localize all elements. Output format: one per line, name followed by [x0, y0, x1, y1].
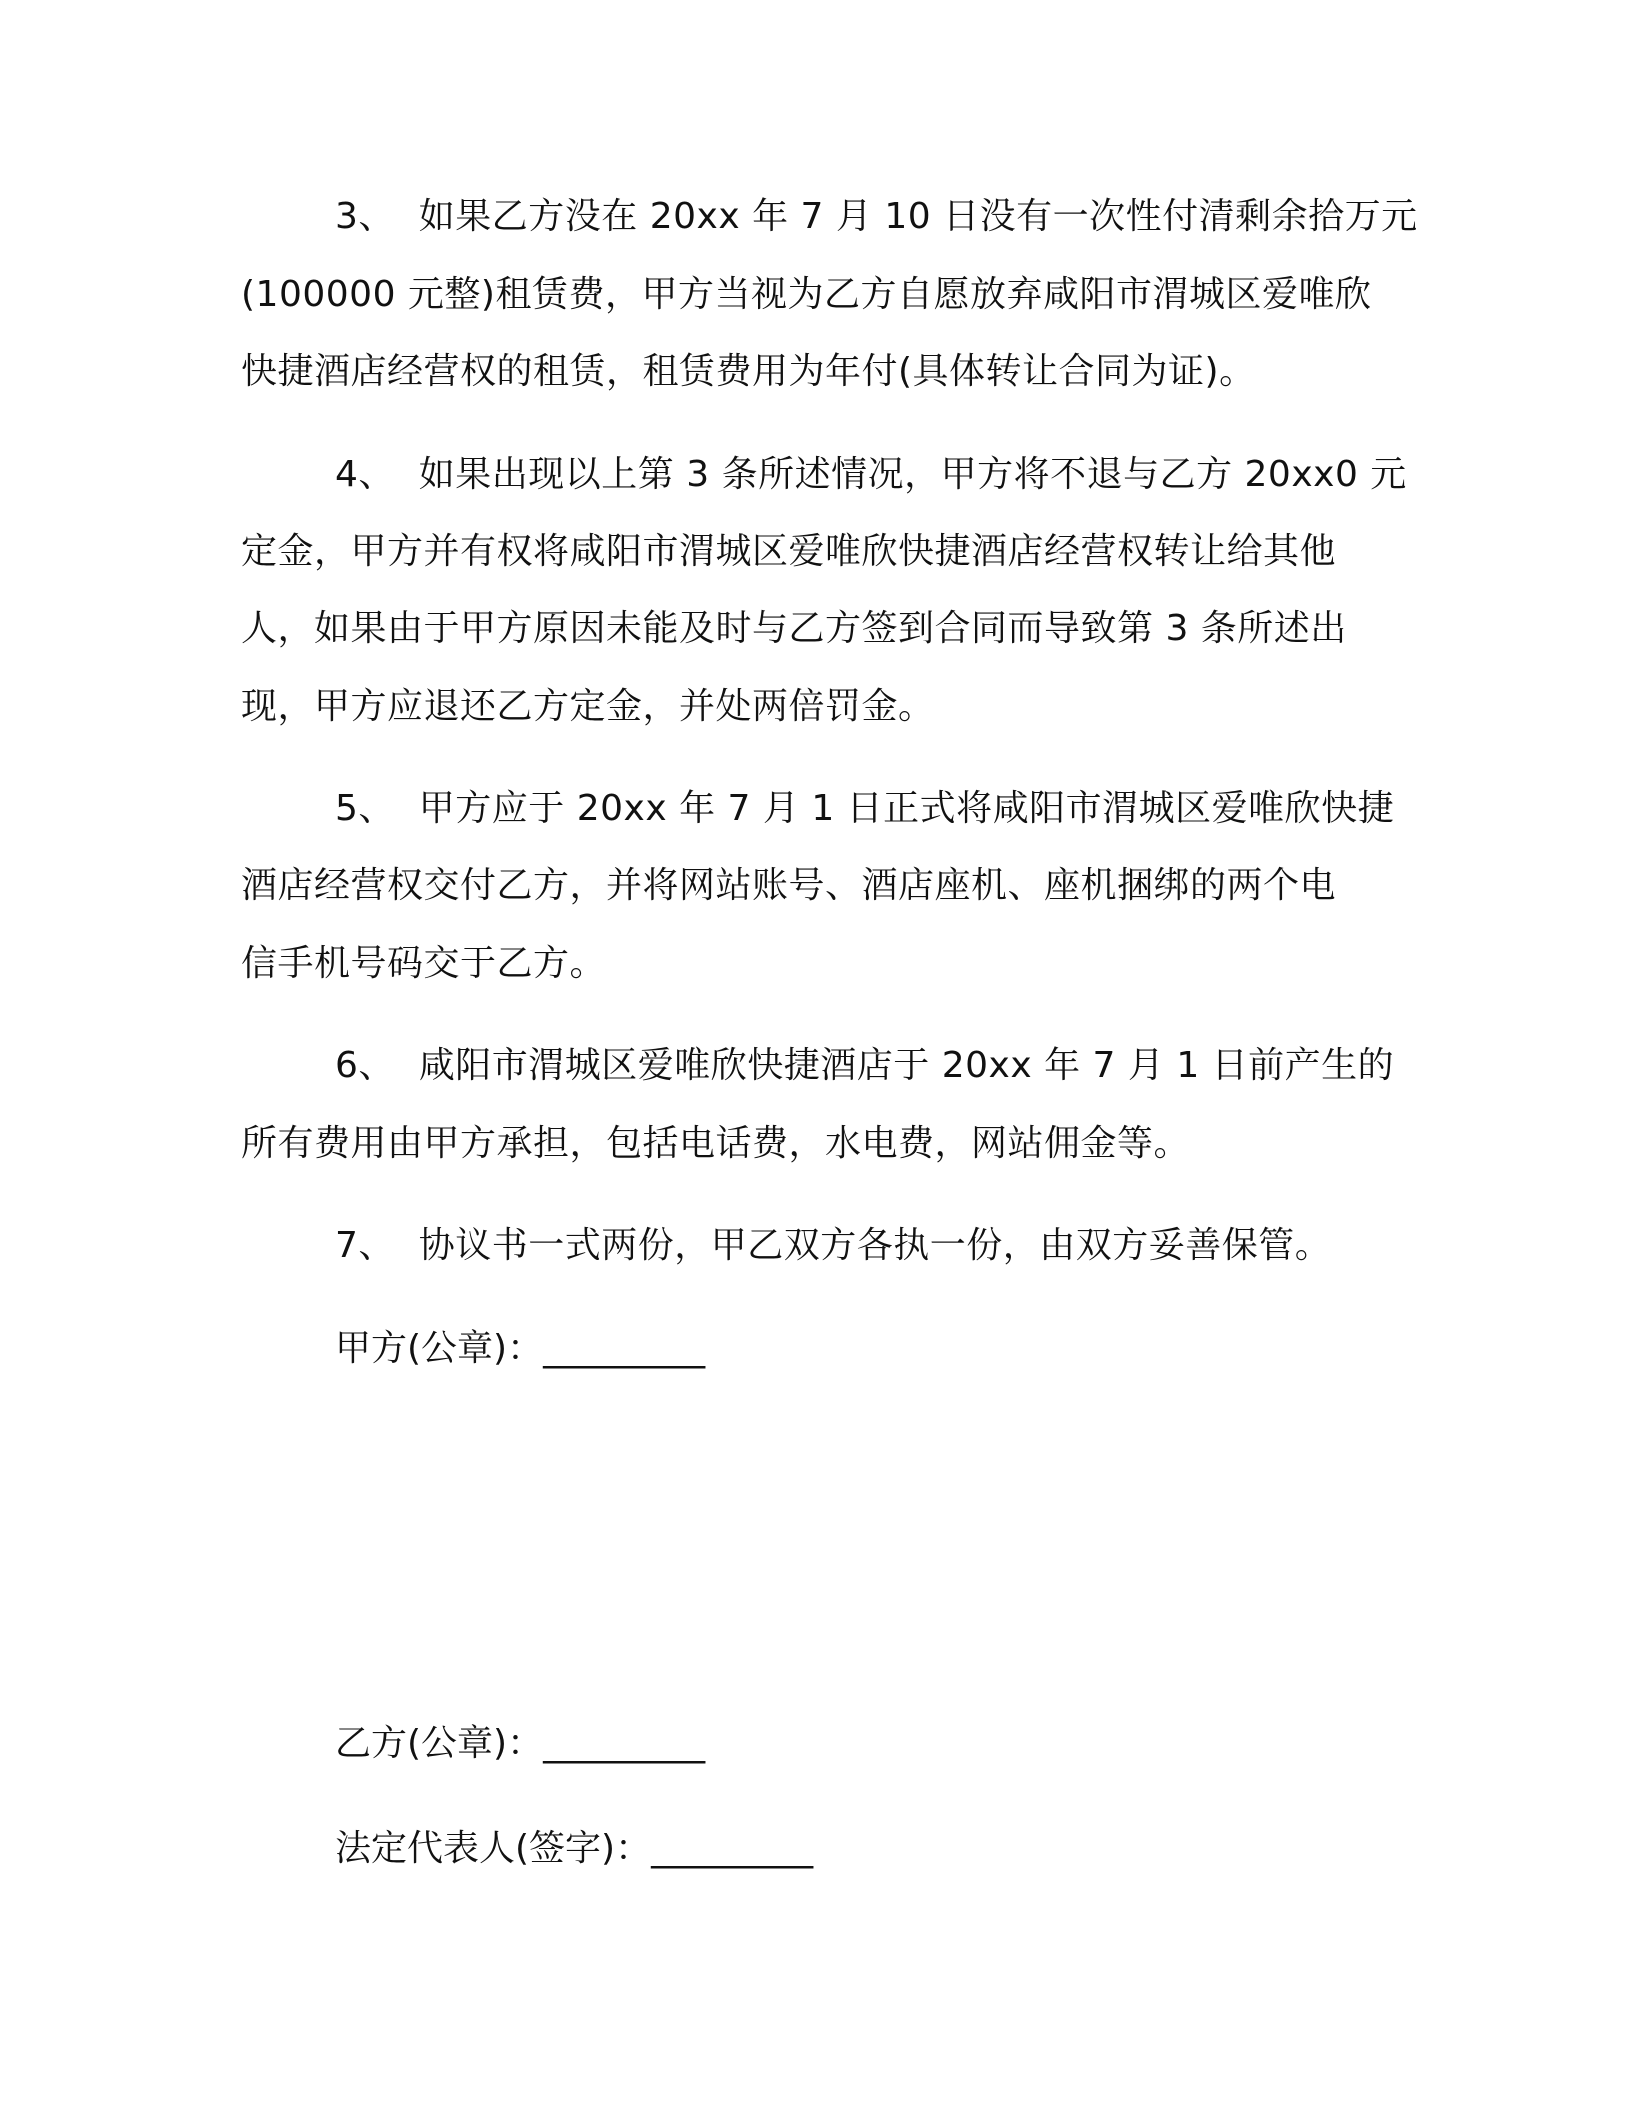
item-7-line-1: 7、 协议书一式两份，甲乙双方各执一份，由双方妥善保管。: [335, 1225, 1332, 1266]
item-5-line-3: 信手机号码交于乙方。: [241, 943, 607, 984]
party-b-signature: 乙方(公章)：_________: [335, 1723, 706, 1764]
party-a-signature: 甲方(公章)：_________: [335, 1328, 706, 1369]
item-3-line-1: 3、 如果乙方没在 20xx 年 7 月 10 日没有一次性付清剩余拾万元: [335, 196, 1418, 237]
item-4-line-1: 4、 如果出现以上第 3 条所述情况，甲方将不退与乙方 20xx0 元: [335, 454, 1407, 495]
item-5-line-2: 酒店经营权交付乙方，并将网站账号、酒店座机、座机捆绑的两个电: [241, 865, 1337, 906]
item-6-line-1: 6、 咸阳市渭城区爱唯欣快捷酒店于 20xx 年 7 月 1 日前产生的: [335, 1045, 1395, 1086]
item-4-line-2: 定金，甲方并有权将咸阳市渭城区爱唯欣快捷酒店经营权转让给其他: [241, 531, 1337, 572]
item-3-line-2: (100000 元整)租赁费，甲方当视为乙方自愿放弃咸阳市渭城区爱唯欣: [241, 274, 1372, 315]
legal-representative-signature: 法定代表人(签字)：_________: [335, 1828, 814, 1869]
item-5-line-1: 5、 甲方应于 20xx 年 7 月 1 日正式将咸阳市渭城区爱唯欣快捷: [335, 788, 1395, 829]
item-4-line-4: 现，甲方应退还乙方定金，并处两倍罚金。: [241, 686, 935, 727]
item-6-line-2: 所有费用由甲方承担，包括电话费，水电费，网站佣金等。: [241, 1123, 1191, 1164]
item-3-line-3: 快捷酒店经营权的租赁，租赁费用为年付(具体转让合同为证)。: [241, 351, 1256, 392]
item-4-line-3: 人，如果由于甲方原因未能及时与乙方签到合同而导致第 3 条所述出: [241, 608, 1347, 649]
